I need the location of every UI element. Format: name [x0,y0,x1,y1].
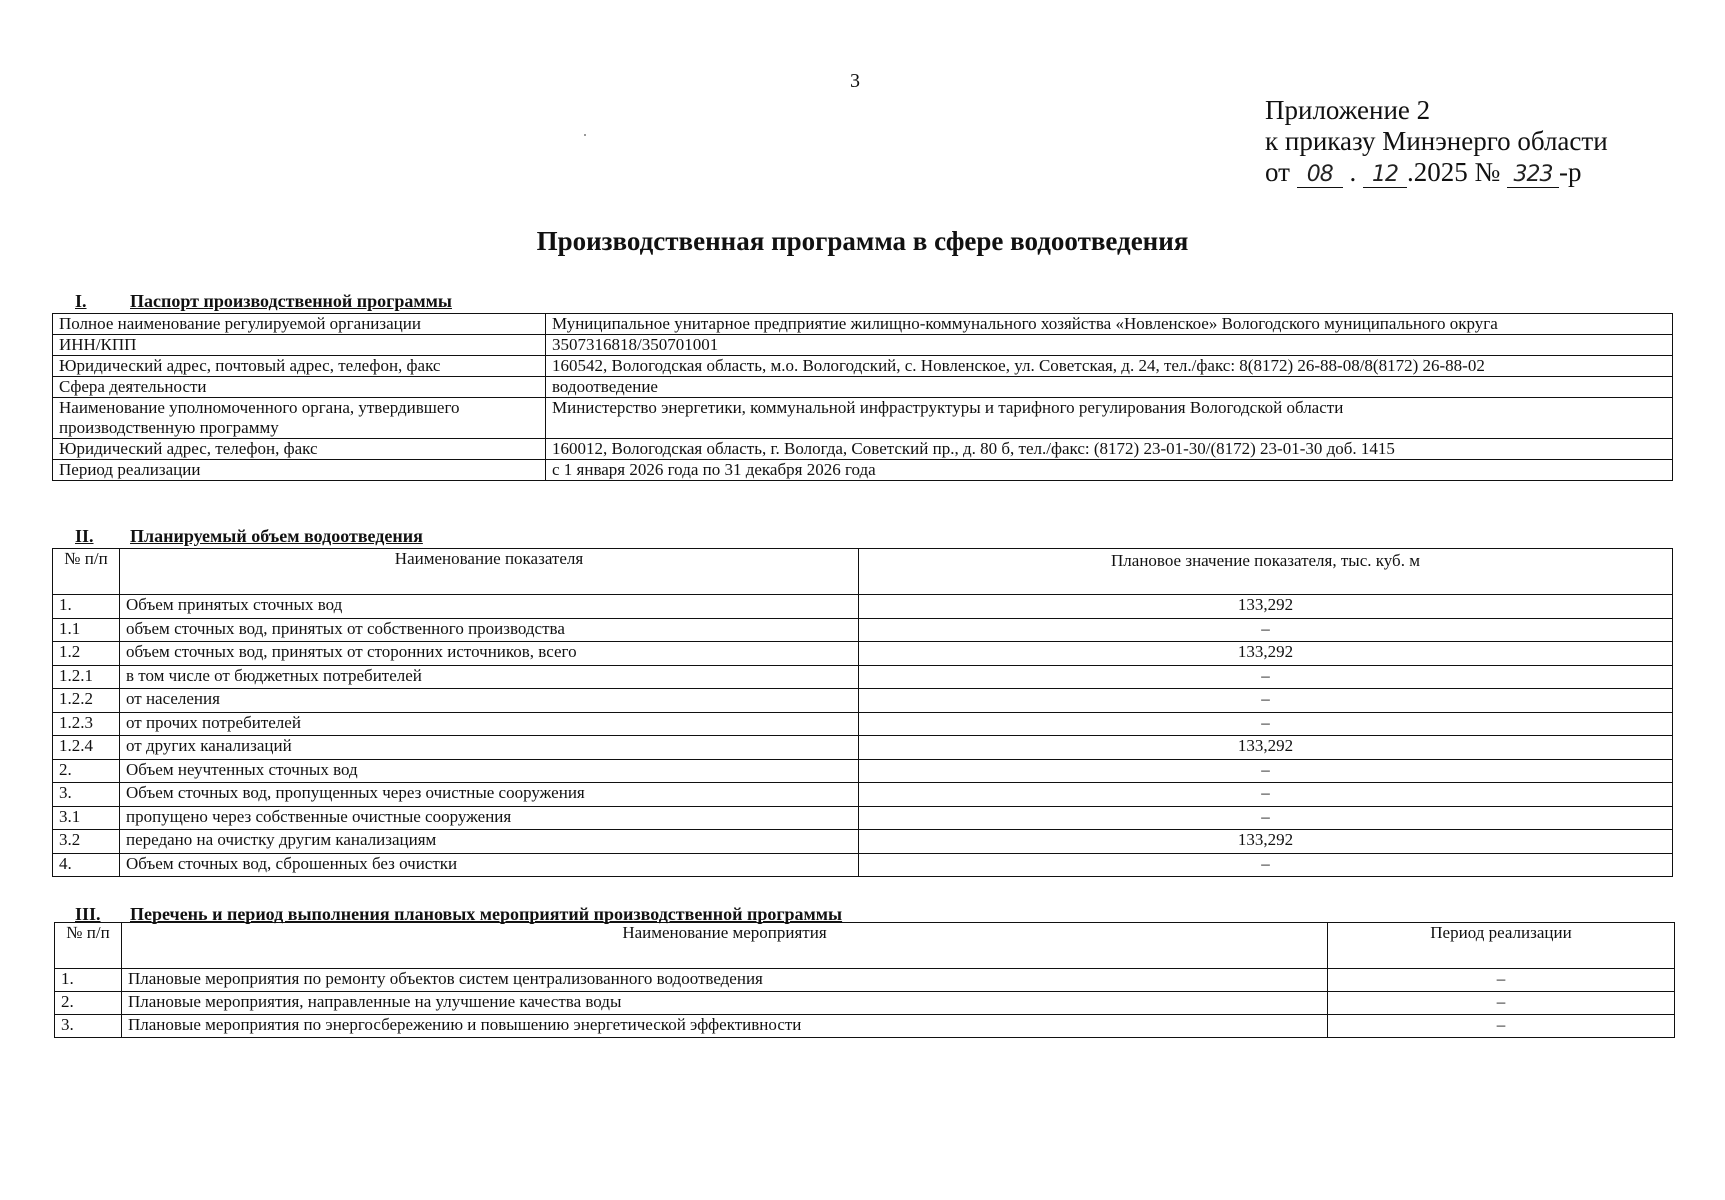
document-title: Производственная программа в сфере водоотведения [536,226,1189,256]
volume-row-number: 1.2.1 [53,665,120,689]
handwritten-order-number: 323 [1507,163,1559,188]
measures-table [54,922,1675,1038]
volume-row [53,712,1673,736]
scan-speck [584,134,586,136]
volume-row-name: от других канализаций [120,736,859,760]
passport-value: Министерство энергетики, коммунальной инфраструктуры и тарифного регулирования Вологодской области [546,398,1673,439]
volume-row-number: 3.1 [53,806,120,830]
passport-table [52,313,1673,481]
volume-row-number: 1.1 [53,618,120,642]
passport-value: 160012, Вологодская область, г. Вологда, Советский пр., д. 80 б, тел./факс: (8172) 23-01-30/(8172) 23-01-30 доб. 1415 [546,439,1673,460]
section-1-heading [75,291,452,312]
volume-row-value: – [859,783,1673,807]
volume-row-name: передано на очистку другим канализациям [120,830,859,854]
passport-row [53,377,1673,398]
measures-row-name: Плановые мероприятия по энергосбережению и повышению энергетической эффективности [122,1015,1328,1038]
measures-row-number: 1. [55,969,122,992]
passport-label: Наименование уполномоченного органа, утвердившего производственную программу [53,398,546,439]
measures-row [55,992,1675,1015]
section-3-title: Перечень и период выполнения плановых мероприятий производственной программы [130,904,843,924]
measures-table-header [55,923,1675,969]
volume-row-value: – [859,759,1673,783]
volume-row-name: Объем неучтенных сточных вод [120,759,859,783]
measures-row-period: – [1328,1015,1675,1038]
measures-col-name: Наименование мероприятия [122,923,1328,969]
volume-row [53,736,1673,760]
volume-row [53,830,1673,854]
measures-col-period: Период реализации [1328,923,1675,969]
volume-row-value: – [859,712,1673,736]
volume-col-name: Наименование показателя [120,549,859,595]
volume-row-value: 133,292 [859,642,1673,666]
volume-row-name: от населения [120,689,859,713]
volume-row-value: – [859,665,1673,689]
volume-row-number: 1.2.2 [53,689,120,713]
volume-row [53,595,1673,619]
handwritten-day: 08 [1297,163,1343,188]
passport-value: Муниципальное унитарное предприятие жилищно-коммунального хозяйства «Новленское» Вологодского муниципального округа [546,314,1673,335]
volume-row-value: – [859,689,1673,713]
volume-row-value: 133,292 [859,736,1673,760]
volume-row-number: 3. [53,783,120,807]
handwritten-month: 12 [1363,163,1407,188]
passport-label: Период реализации [53,460,546,481]
measures-row-number: 2. [55,992,122,1015]
volume-row-number: 1.2.4 [53,736,120,760]
measures-table-body [55,969,1675,1038]
section-2-title: Планируемый объем водоотведения [130,526,423,546]
passport-value: с 1 января 2026 года по 31 декабря 2026 года [546,460,1673,481]
section-3-number: III. [75,904,101,924]
volume-row [53,642,1673,666]
measures-row-period: – [1328,969,1675,992]
volume-row-name: объем сточных вод, принятых от собственного производства [120,618,859,642]
passport-label: Сфера деятельности [53,377,546,398]
measures-col-number: № п/п [55,923,122,969]
volume-row [53,759,1673,783]
passport-row [53,398,1673,439]
passport-value: водоотведение [546,377,1673,398]
order-suffix: -р [1558,157,1582,187]
passport-label: Полное наименование регулируемой организации [53,314,546,335]
passport-label: Юридический адрес, телефон, факс [53,439,546,460]
volume-row-number: 1.2.3 [53,712,120,736]
volume-col-value: Плановое значение показателя, тыс. куб. м [859,549,1673,595]
volume-row-number: 2. [53,759,120,783]
volume-row-value: 133,292 [859,595,1673,619]
passport-row [53,335,1673,356]
appendix-line-1: Приложение 2 [1265,95,1431,125]
volume-table [52,548,1673,877]
passport-row [53,460,1673,481]
measures-row-number: 3. [55,1015,122,1038]
passport-row [53,356,1673,377]
volume-row-name: Объем сточных вод, пропущенных через очистные сооружения [120,783,859,807]
section-1-title: Паспорт производственной программы [130,291,452,311]
volume-row-name: объем сточных вод, принятых от сторонних источников, всего [120,642,859,666]
measures-row-name: Плановые мероприятия по ремонту объектов систем централизованного водоотведения [122,969,1328,992]
volume-row-number: 1. [53,595,120,619]
passport-label: ИНН/КПП [53,335,546,356]
volume-table-header [53,549,1673,595]
measures-row-period: – [1328,992,1675,1015]
appendix-header [1265,95,1608,188]
volume-row [53,665,1673,689]
volume-row [53,689,1673,713]
year-and-number-sign: .2025 № [1406,157,1501,187]
volume-row [53,618,1673,642]
section-1-number: I. [75,291,87,311]
volume-row-value: 133,292 [859,830,1673,854]
passport-value: 160542, Вологодская область, м.о. Вологодский, с. Новленское, ул. Советская, д. 24, тел./факс: 8(8172) 26-88-08/8(8172) 26-88-02 [546,356,1673,377]
appendix-date-line: от 08 . 12 .2025 № 323 -р [1265,157,1582,187]
passport-row [53,314,1673,335]
volume-row-name: в том числе от бюджетных потребителей [120,665,859,689]
volume-row-number: 1.2 [53,642,120,666]
volume-row [53,806,1673,830]
date-prefix: от [1265,157,1290,187]
appendix-line-2: к приказу Минэнерго области [1265,126,1608,156]
volume-row-name: пропущено через собственные очистные сооружения [120,806,859,830]
page-number: 3 [850,70,860,92]
section-2-heading [75,526,423,547]
volume-row [53,853,1673,877]
volume-row-name: Объем сточных вод, сброшенных без очистки [120,853,859,877]
passport-label: Юридический адрес, почтовый адрес, телефон, факс [53,356,546,377]
measures-row [55,969,1675,992]
passport-row [53,439,1673,460]
volume-row-value: – [859,806,1673,830]
passport-value: 3507316818/350701001 [546,335,1673,356]
volume-row-name: от прочих потребителей [120,712,859,736]
measures-row [55,1015,1675,1038]
volume-row [53,783,1673,807]
volume-row-value: – [859,853,1673,877]
volume-row-name: Объем принятых сточных вод [120,595,859,619]
section-2-number: II. [75,526,94,546]
volume-row-number: 3.2 [53,830,120,854]
volume-row-number: 4. [53,853,120,877]
volume-table-body [53,595,1673,877]
passport-table-body [53,314,1673,481]
measures-row-name: Плановые мероприятия, направленные на улучшение качества воды [122,992,1328,1015]
volume-row-value: – [859,618,1673,642]
volume-col-number: № п/п [53,549,120,595]
